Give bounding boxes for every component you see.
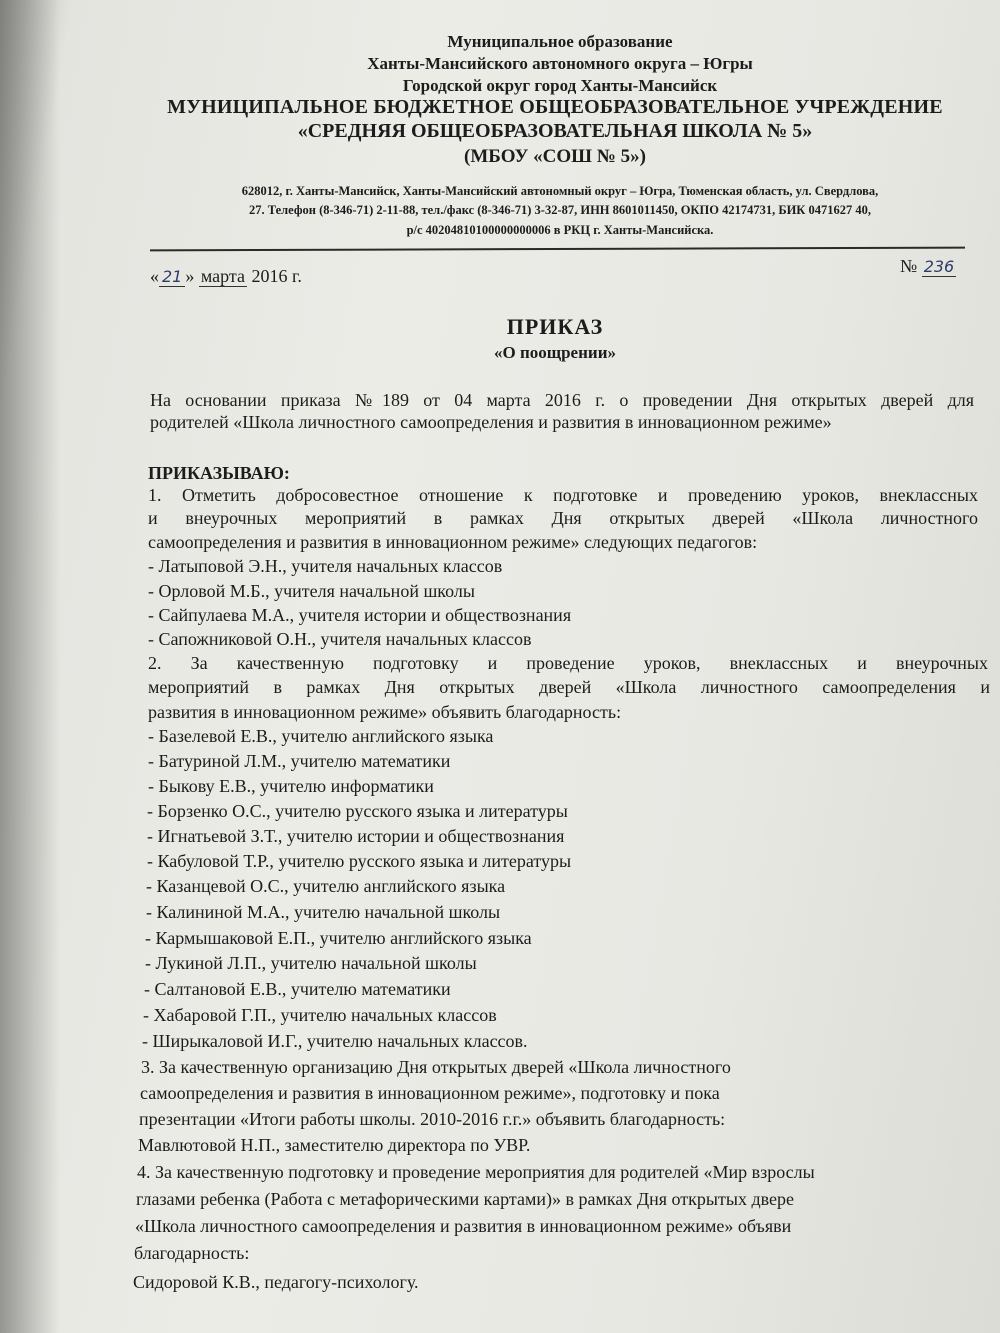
p4-line-5: Сидоровой К.В., педагогу-психологу.: [133, 1272, 419, 1292]
page-shadow: [0, 0, 60, 1333]
list-item: - Кабуловой Т.Р., учителю русского языка и литературы: [147, 851, 572, 871]
list-item: - Быкову Е.В., учителю информатики: [148, 776, 434, 796]
number-value: 236: [923, 257, 955, 276]
list-item: - Хабаровой Г.П., учителю начальных классов: [143, 1005, 497, 1025]
list-item: - Латыповой Э.Н., учителя начальных классов: [148, 556, 503, 576]
p3-line-3: презентации «Итоги работы школы. 2010-2016 г.г.» объявить благодарность:: [139, 1109, 726, 1129]
address-line-2: 27. Телефон (8-346-71) 2-11-88, тел./факс (8-346-71) 3-32-87, ИНН 8601011450, ОКПО 42174731, БИК 0471627 40,: [248, 203, 871, 217]
date-day: 21: [159, 267, 185, 287]
header-line-3: Городской округ город Ханты-Мансийск: [402, 76, 718, 95]
p4-line-2: глазами ребенка (Работа с метафорическими картами)» в рамках Дня открытых двере: [136, 1189, 794, 1209]
list-item: - Сайпулаева М.А., учителя истории и обществознания: [148, 605, 572, 625]
intro-line-1: На основании приказа №189 от 04 марта 2016 г. о проведении Дня открытых дверей для: [150, 390, 974, 410]
date-open-quote: «: [150, 266, 159, 286]
p3-line-2: самоопределения и развития в инновационном режиме», подготовку и пока: [140, 1083, 720, 1103]
list-item: - Ширыкаловой И.Г., учителю начальных классов.: [142, 1031, 528, 1051]
document-title: ПРИКАЗ: [506, 314, 604, 339]
p1-line-2: и внеурочных мероприятий в рамках Дня открытых дверей «Школа личностного: [148, 508, 978, 528]
header-institution: МУНИЦИПАЛЬНОЕ БЮДЖЕТНОЕ ОБЩЕОБРАЗОВАТЕЛЬНОЕ УЧРЕЖДЕНИЕ: [167, 96, 943, 118]
order-date: [150, 266, 302, 287]
list-item: - Орловой М.Б., учителя начальной школы: [148, 581, 475, 601]
p1-line-1: 1. Отметить добросовестное отношение к подготовке и проведению уроков, внеклассных: [148, 485, 978, 505]
p2-line-2: мероприятий в рамках Дня открытых дверей «Школа личностного самоопределения и: [148, 677, 990, 697]
header-school-name: «СРЕДНЯЯ ОБЩЕОБРАЗОВАТЕЛЬНАЯ ШКОЛА № 5»: [297, 120, 813, 142]
document-subtitle: «О поощрении»: [493, 343, 616, 362]
list-item: - Игнатьевой З.Т., учителю истории и обществознания: [147, 826, 565, 846]
number-sign: №: [900, 256, 918, 276]
list-item: - Борзенко О.С., учителю русского языка и литературы: [147, 801, 568, 821]
date-year: 2016 г.: [251, 266, 302, 286]
p3-line-1: 3. За качественную организацию Дня открытых дверей «Школа личностного: [141, 1057, 731, 1077]
date-month: марта: [200, 266, 245, 286]
list-item: - Сапожниковой О.Н., учителя начальных классов: [148, 629, 532, 649]
p3-line-4: Мавлютовой Н.П., заместителю директора по УВР.: [138, 1135, 531, 1155]
header-divider: [150, 247, 965, 252]
address-line-3: р/с 40204810100000000006 в РКЦ г. Ханты-Мансийска.: [406, 223, 714, 237]
list-item: - Казанцевой О.С., учителю английского языка: [146, 876, 506, 896]
intro-line-2: родителей «Школа личностного самоопределения и развития в инновационном режиме»: [150, 412, 832, 432]
header-school-abbr: (МБОУ «СОШ № 5»): [464, 146, 646, 167]
order-number: [900, 256, 956, 277]
p1-line-3: самоопределения и развития в инновационном режиме» следующих педагогов:: [148, 532, 758, 552]
date-close-quote: »: [185, 266, 195, 286]
list-item: - Лукиной Л.П., учителю начальной школы: [145, 953, 477, 973]
list-item: - Базелевой Е.В., учителю английского языка: [148, 726, 494, 746]
list-item: - Батуриной Л.М., учителю математики: [148, 751, 451, 771]
p2-line-1: 2. За качественную подготовку и проведение уроков, внеклассных и внеурочных: [148, 653, 988, 673]
p4-line-1: 4. За качественную подготовку и проведение мероприятия для родителей «Мир взрослы: [137, 1162, 815, 1182]
header-line-1: Муниципальное образование: [447, 32, 673, 51]
list-item: - Салтановой Е.В., учителю математики: [144, 979, 451, 999]
p4-line-4: благодарность:: [134, 1243, 250, 1263]
list-item: - Калининой М.А., учителю начальной школы: [146, 902, 501, 922]
address-line-1: 628012, г. Ханты-Мансийск, Ханты-Мансийский автономный округ – Югра, Тюменская область, ул. Свердлова,: [241, 184, 879, 198]
list-item: - Кармышаковой Е.П., учителю английского языка: [145, 928, 532, 948]
p4-line-3: «Школа личностного самоопределения и развития в инновационном режиме» объяви: [135, 1216, 792, 1236]
order-heading: ПРИКАЗЫВАЮ:: [148, 463, 290, 483]
header-line-2: Ханты-Мансийского автономного округа – Югры: [367, 54, 753, 73]
p2-line-3: развития в инновационном режиме» объявить благодарность:: [148, 702, 622, 722]
